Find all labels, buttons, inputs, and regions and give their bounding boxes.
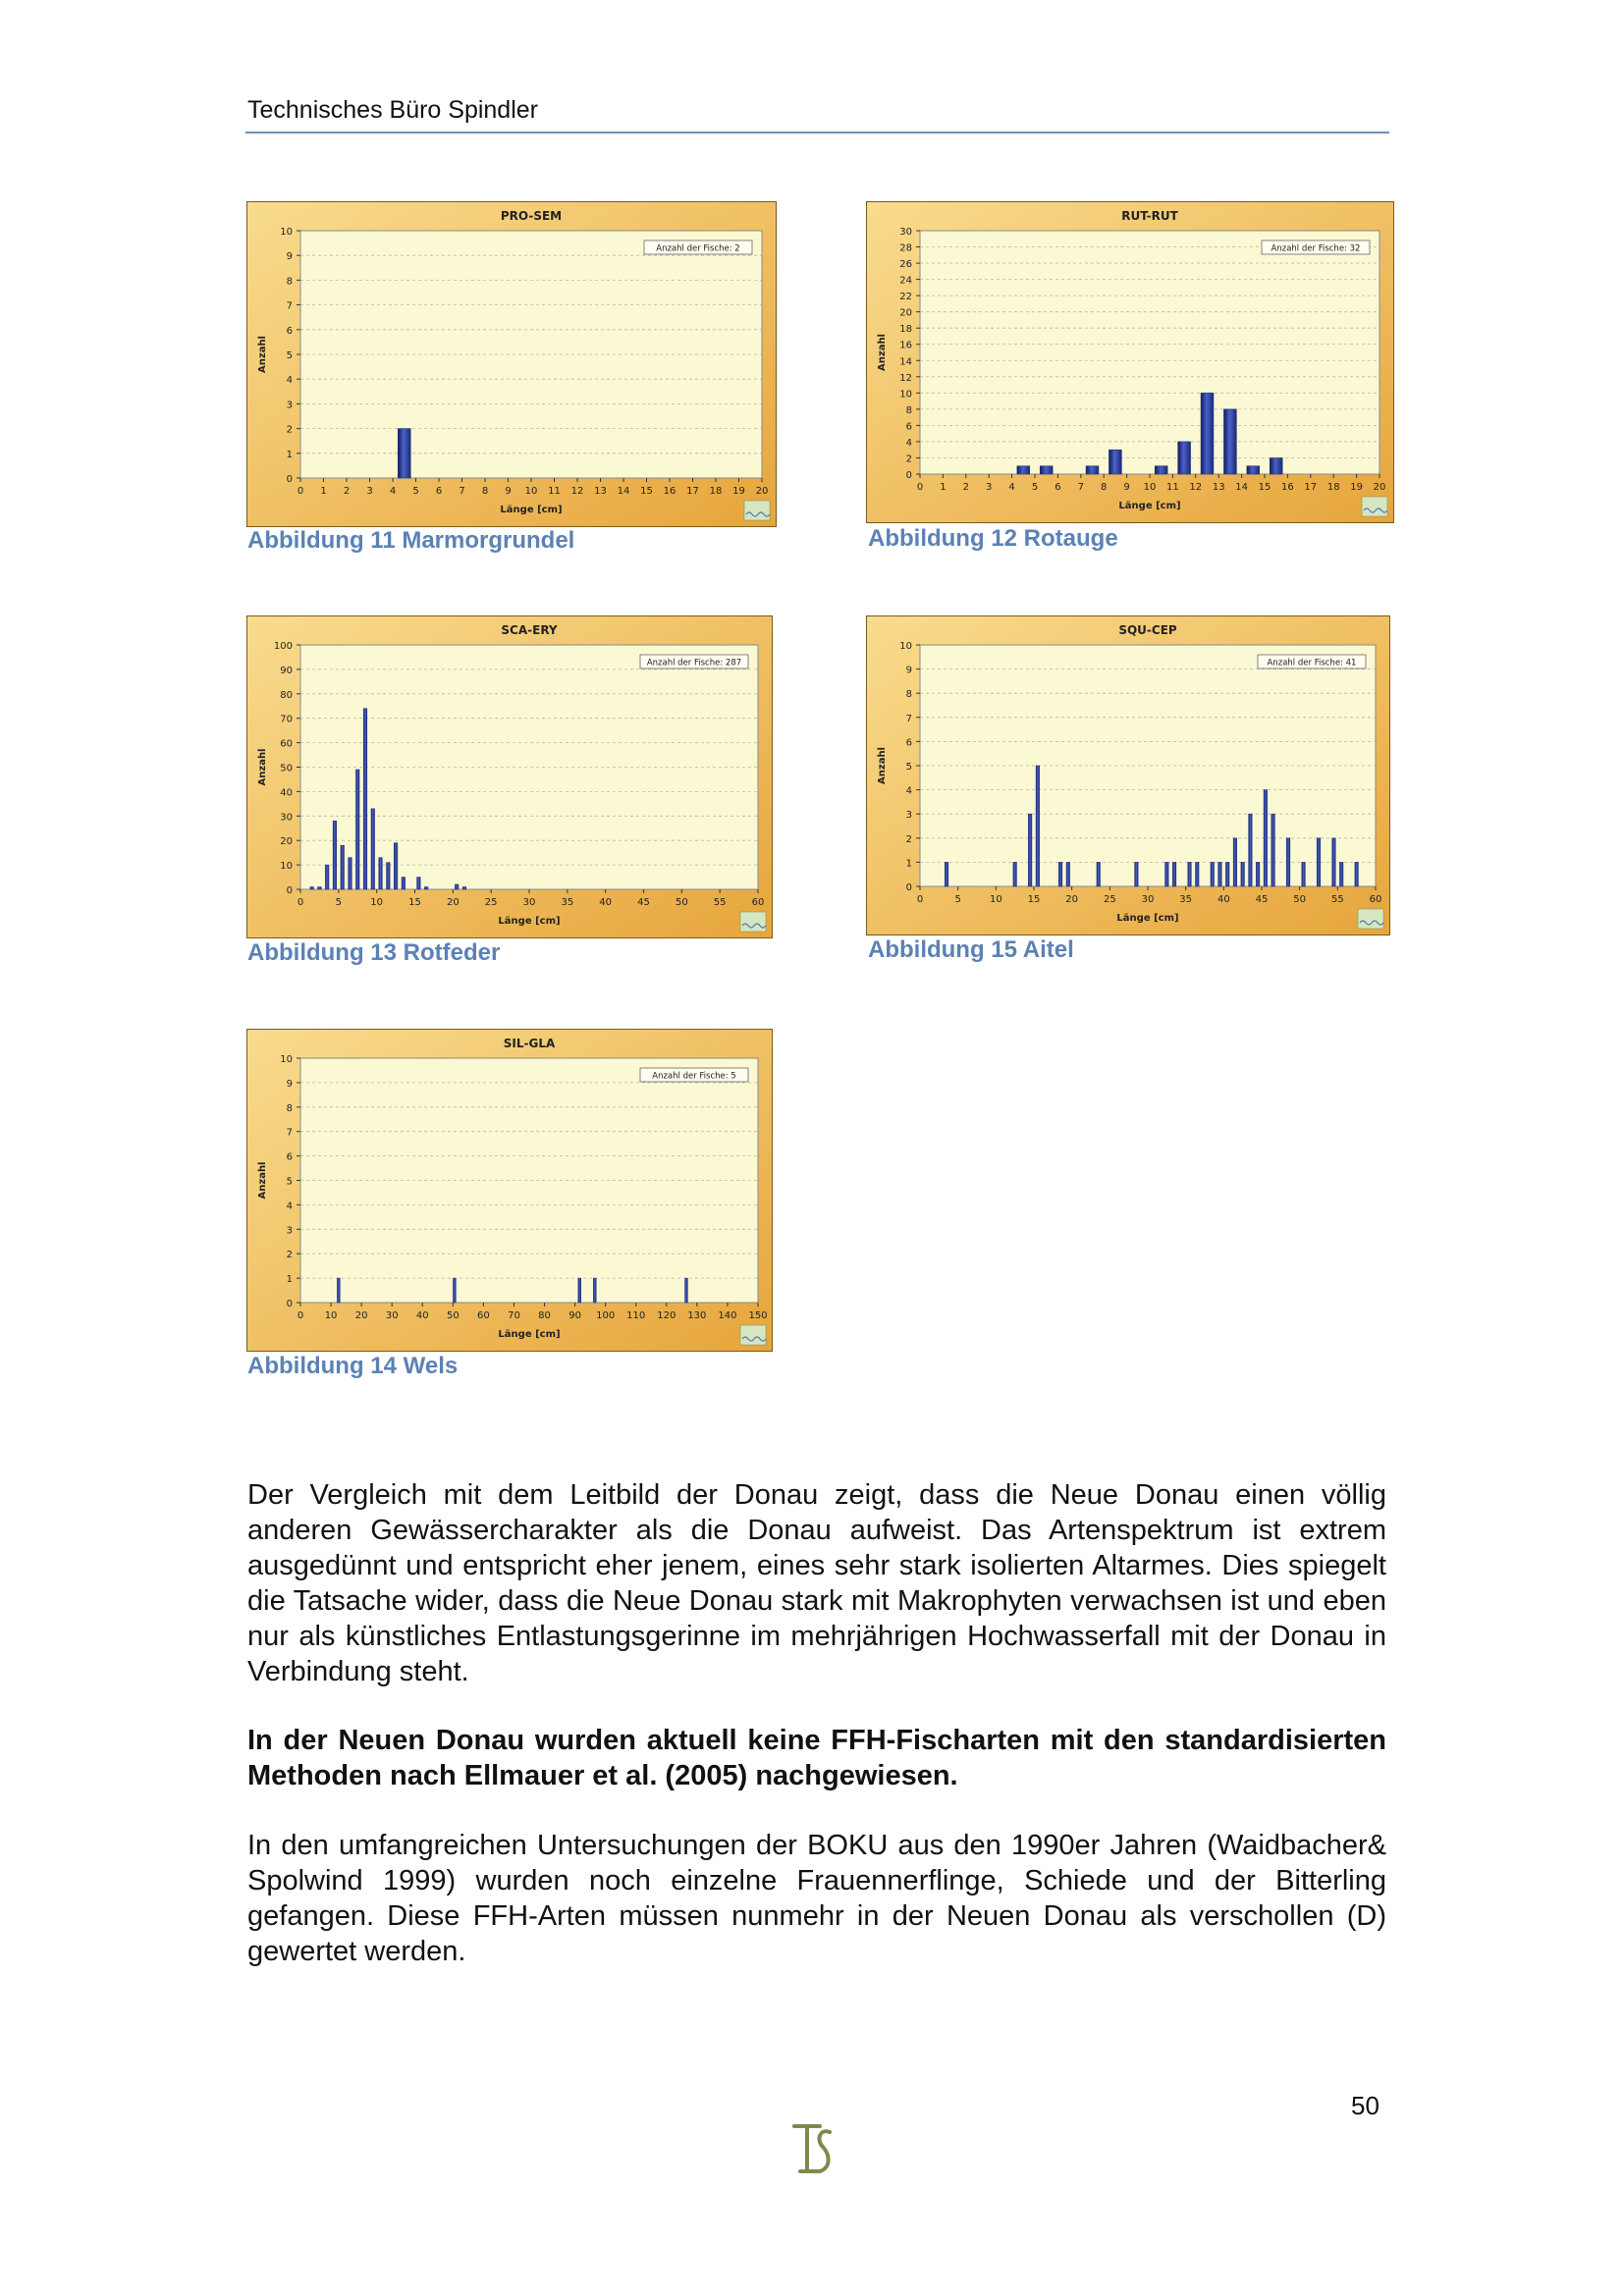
x-tick-label: 13 bbox=[1212, 482, 1225, 493]
x-tick-label: 30 bbox=[522, 897, 536, 908]
x-tick-label: 0 bbox=[297, 1310, 304, 1321]
x-tick-label: 20 bbox=[354, 1310, 368, 1321]
x-tick-label: 150 bbox=[748, 1310, 768, 1321]
bar bbox=[394, 843, 397, 889]
caption-abbildung-11: Abbildung 11 Marmorgrundel bbox=[247, 527, 575, 554]
x-tick-label: 16 bbox=[1281, 482, 1294, 493]
x-tick-label: 13 bbox=[594, 486, 607, 497]
ts-logo-lettering: TS bbox=[790, 2120, 792, 2121]
y-tick-label: 10 bbox=[280, 861, 293, 873]
y-tick-label: 7 bbox=[286, 1127, 293, 1139]
bar bbox=[341, 845, 344, 889]
x-tick-label: 16 bbox=[663, 486, 676, 497]
y-tick-label: 1 bbox=[286, 1274, 293, 1286]
x-tick-label: 50 bbox=[446, 1310, 460, 1321]
y-tick-label: 22 bbox=[899, 292, 912, 303]
bar bbox=[398, 429, 410, 478]
x-tick-label: 3 bbox=[366, 486, 373, 497]
y-tick-label: 10 bbox=[280, 1054, 293, 1065]
bar bbox=[1066, 862, 1069, 886]
bar bbox=[1256, 862, 1259, 886]
legend-text: Anzahl der Fische: 2 bbox=[656, 243, 740, 254]
y-tick-label: 16 bbox=[899, 340, 912, 351]
x-tick-label: 40 bbox=[415, 1310, 429, 1321]
bar bbox=[318, 887, 321, 889]
y-tick-label: 3 bbox=[286, 400, 293, 411]
bar bbox=[945, 862, 947, 886]
x-tick-label: 18 bbox=[1326, 482, 1340, 493]
x-tick-label: 19 bbox=[1350, 482, 1363, 493]
bar bbox=[1086, 466, 1099, 474]
bar bbox=[1040, 466, 1053, 474]
x-tick-label: 10 bbox=[324, 1310, 338, 1321]
bar bbox=[1270, 457, 1282, 474]
x-tick-label: 0 bbox=[297, 897, 304, 908]
bar bbox=[379, 858, 382, 889]
x-axis-label: Länge [cm] bbox=[498, 916, 561, 927]
x-tick-label: 5 bbox=[1031, 482, 1039, 493]
x-tick-label: 5 bbox=[335, 897, 343, 908]
y-tick-label: 14 bbox=[899, 356, 912, 368]
bar bbox=[1165, 862, 1168, 886]
bar bbox=[424, 887, 427, 889]
chart-title: SCA-ERY bbox=[501, 623, 558, 637]
legend-text: Anzahl der Fische: 5 bbox=[652, 1071, 736, 1082]
plot-area bbox=[920, 645, 1376, 886]
y-tick-label: 80 bbox=[280, 689, 293, 701]
x-tick-label: 90 bbox=[568, 1310, 581, 1321]
bar bbox=[1201, 393, 1214, 474]
bar bbox=[363, 709, 366, 889]
y-tick-label: 9 bbox=[286, 1078, 293, 1090]
y-tick-label: 6 bbox=[905, 421, 912, 433]
x-tick-label: 110 bbox=[626, 1310, 646, 1321]
x-tick-label: 45 bbox=[1255, 894, 1269, 905]
ts-logo bbox=[790, 2120, 838, 2186]
bar bbox=[1017, 466, 1030, 474]
bar bbox=[1271, 814, 1274, 886]
bar bbox=[371, 809, 374, 889]
x-tick-label: 10 bbox=[370, 897, 384, 908]
x-axis-label: Länge [cm] bbox=[1118, 501, 1181, 511]
y-tick-label: 4 bbox=[905, 437, 912, 449]
y-tick-label: 60 bbox=[280, 738, 293, 750]
bar bbox=[462, 887, 465, 889]
bar bbox=[1225, 862, 1228, 886]
x-tick-label: 120 bbox=[657, 1310, 676, 1321]
y-tick-label: 0 bbox=[286, 885, 293, 896]
bar bbox=[325, 865, 328, 889]
y-axis-label: Anzahl bbox=[257, 336, 268, 373]
y-tick-label: 4 bbox=[905, 785, 912, 797]
x-tick-label: 35 bbox=[1179, 894, 1193, 905]
x-axis-label: Länge [cm] bbox=[500, 505, 563, 515]
y-tick-label: 10 bbox=[280, 227, 293, 238]
y-tick-label: 2 bbox=[905, 454, 912, 465]
x-tick-label: 45 bbox=[637, 897, 650, 908]
caption-abbildung-15: Abbildung 15 Aitel bbox=[868, 936, 1074, 963]
x-tick-label: 40 bbox=[599, 897, 613, 908]
bar bbox=[578, 1278, 581, 1303]
bar bbox=[1302, 862, 1305, 886]
y-tick-label: 5 bbox=[905, 762, 912, 773]
bar bbox=[310, 887, 313, 889]
bar bbox=[1058, 862, 1061, 886]
x-tick-label: 8 bbox=[1101, 482, 1108, 493]
x-tick-label: 15 bbox=[1258, 482, 1271, 493]
x-tick-label: 55 bbox=[713, 897, 727, 908]
x-tick-label: 60 bbox=[751, 897, 765, 908]
x-tick-label: 5 bbox=[954, 894, 961, 905]
x-tick-label: 100 bbox=[596, 1310, 616, 1321]
y-tick-label: 0 bbox=[905, 882, 912, 893]
x-tick-label: 130 bbox=[687, 1310, 707, 1321]
chart-title: PRO-SEM bbox=[500, 209, 563, 223]
x-tick-label: 14 bbox=[617, 486, 630, 497]
x-tick-label: 17 bbox=[1304, 482, 1318, 493]
bar bbox=[1196, 862, 1199, 886]
bar bbox=[1233, 838, 1236, 886]
bar bbox=[387, 863, 390, 889]
x-tick-label: 15 bbox=[408, 897, 421, 908]
x-tick-label: 60 bbox=[477, 1310, 490, 1321]
y-tick-label: 50 bbox=[280, 763, 293, 774]
y-tick-label: 70 bbox=[280, 714, 293, 725]
page-number: 50 bbox=[1351, 2091, 1380, 2120]
y-tick-label: 1 bbox=[905, 858, 912, 870]
bar bbox=[349, 858, 352, 889]
y-tick-label: 8 bbox=[905, 404, 912, 416]
source-logo-badge bbox=[1362, 497, 1387, 516]
x-tick-label: 6 bbox=[1055, 482, 1061, 493]
bar bbox=[1211, 862, 1214, 886]
bar bbox=[593, 1278, 596, 1303]
y-tick-label: 12 bbox=[899, 372, 912, 384]
x-tick-label: 2 bbox=[343, 486, 351, 497]
x-tick-label: 20 bbox=[1373, 482, 1386, 493]
x-tick-label: 15 bbox=[1027, 894, 1041, 905]
y-tick-label: 5 bbox=[286, 350, 293, 361]
y-tick-label: 7 bbox=[905, 713, 912, 724]
x-tick-label: 3 bbox=[986, 482, 993, 493]
y-tick-label: 90 bbox=[280, 665, 293, 676]
header-title: Technisches Büro Spindler bbox=[247, 96, 538, 124]
y-tick-label: 18 bbox=[899, 324, 912, 336]
y-tick-label: 8 bbox=[905, 689, 912, 701]
bar bbox=[337, 1278, 340, 1303]
x-tick-label: 12 bbox=[1189, 482, 1203, 493]
bar bbox=[1332, 838, 1335, 886]
x-axis-label: Länge [cm] bbox=[1116, 913, 1179, 924]
bar bbox=[1223, 409, 1236, 474]
caption-abbildung-14: Abbildung 14 Wels bbox=[247, 1353, 459, 1379]
x-tick-label: 9 bbox=[1123, 482, 1130, 493]
y-tick-label: 5 bbox=[286, 1176, 293, 1188]
y-axis-label: Anzahl bbox=[877, 334, 888, 371]
x-tick-label: 6 bbox=[435, 486, 443, 497]
paragraph-boku: In den umfangreichen Untersuchungen der BOKU aus den 1990er Jahren (Waidbacher& Spolwind 1999) wurden noch einzelne Frauennerflinge, Schiede und der Bitterling gefangen. Diese FFH-Arten müssen nunmehr in der Neuen Donau als verschollen (D) gewertet werden. bbox=[247, 1830, 1386, 1967]
chart-title: SQU-CEP bbox=[1118, 623, 1177, 637]
x-tick-label: 40 bbox=[1217, 894, 1230, 905]
x-tick-label: 8 bbox=[481, 486, 489, 497]
source-logo-badge bbox=[740, 912, 766, 932]
y-tick-label: 0 bbox=[286, 474, 293, 485]
x-tick-label: 10 bbox=[524, 486, 538, 497]
x-tick-label: 30 bbox=[385, 1310, 399, 1321]
y-tick-label: 2 bbox=[286, 1250, 293, 1261]
chart-rut-rut bbox=[866, 201, 1394, 523]
bar bbox=[356, 770, 359, 889]
x-axis-label: Länge [cm] bbox=[498, 1329, 561, 1340]
x-tick-label: 20 bbox=[1065, 894, 1079, 905]
bar bbox=[1247, 466, 1260, 474]
x-tick-label: 19 bbox=[732, 486, 745, 497]
bar bbox=[1264, 790, 1267, 886]
source-logo-badge bbox=[1358, 909, 1383, 929]
bar bbox=[1013, 862, 1016, 886]
x-tick-label: 0 bbox=[916, 482, 924, 493]
y-tick-label: 7 bbox=[286, 300, 293, 312]
bar bbox=[333, 821, 336, 889]
bar bbox=[455, 884, 458, 889]
bar bbox=[1249, 814, 1252, 886]
y-tick-label: 0 bbox=[905, 470, 912, 481]
y-tick-label: 26 bbox=[899, 259, 912, 271]
bar bbox=[1218, 862, 1221, 886]
bar bbox=[1286, 838, 1289, 886]
x-tick-label: 50 bbox=[1293, 894, 1307, 905]
y-tick-label: 9 bbox=[286, 251, 293, 263]
y-tick-label: 10 bbox=[899, 389, 912, 400]
x-tick-label: 1 bbox=[940, 482, 947, 493]
y-tick-label: 40 bbox=[280, 787, 293, 799]
x-tick-label: 2 bbox=[962, 482, 969, 493]
chart-pro-sem bbox=[246, 201, 777, 527]
x-tick-label: 0 bbox=[297, 486, 304, 497]
y-axis-label: Anzahl bbox=[877, 747, 888, 784]
bar bbox=[453, 1278, 456, 1303]
y-tick-label: 8 bbox=[286, 276, 293, 288]
x-tick-label: 0 bbox=[916, 894, 924, 905]
caption-abbildung-13: Abbildung 13 Rotfeder bbox=[247, 939, 501, 966]
x-tick-label: 20 bbox=[755, 486, 769, 497]
paragraph-ffh-result: In der Neuen Donau wurden aktuell keine FFH-Fischarten mit den standardisierten Methoden nach Ellmauer et al. (2005) nachgewiesen. bbox=[247, 1725, 1386, 1791]
bar bbox=[1172, 862, 1175, 886]
y-tick-label: 4 bbox=[286, 1201, 293, 1212]
bar bbox=[1339, 862, 1342, 886]
bar bbox=[1097, 862, 1100, 886]
bar bbox=[685, 1278, 688, 1303]
y-tick-label: 4 bbox=[286, 375, 293, 387]
x-tick-label: 7 bbox=[459, 486, 465, 497]
chart-sca-ery bbox=[246, 615, 773, 938]
chart-title: RUT-RUT bbox=[1121, 209, 1178, 223]
x-tick-label: 25 bbox=[484, 897, 498, 908]
bar bbox=[1188, 862, 1191, 886]
y-tick-label: 100 bbox=[273, 641, 293, 652]
caption-abbildung-12: Abbildung 12 Rotauge bbox=[868, 525, 1118, 552]
x-tick-label: 80 bbox=[538, 1310, 551, 1321]
paragraph-vergleich: Der Vergleich mit dem Leitbild der Donau zeigt, dass die Neue Donau einen völlig anderen Gewässercharakter als die Donau aufweist. Das Artenspektrum ist extrem ausgedünnt und entspricht eher jenem, eines sehr stark isolierten Altarmes. Dies spiegelt die Tatsache wider, dass die Neue Donau stark mit Makrophyten verwachsen ist und eben nur als künstliches Entlastungsgerinne im mehrjährigen Hochwasserfall mit der Donau in Verbindung steht. bbox=[247, 1479, 1386, 1687]
y-tick-label: 20 bbox=[280, 836, 293, 848]
y-tick-label: 30 bbox=[899, 227, 912, 238]
x-tick-label: 12 bbox=[570, 486, 584, 497]
plot-area bbox=[920, 231, 1380, 474]
x-tick-label: 9 bbox=[505, 486, 512, 497]
x-tick-label: 20 bbox=[446, 897, 460, 908]
legend-text: Anzahl der Fische: 41 bbox=[1267, 658, 1357, 668]
y-tick-label: 24 bbox=[899, 275, 912, 287]
x-tick-label: 18 bbox=[709, 486, 723, 497]
y-tick-label: 3 bbox=[905, 810, 912, 822]
x-tick-label: 70 bbox=[508, 1310, 520, 1321]
x-tick-label: 7 bbox=[1077, 482, 1084, 493]
legend-text: Anzahl der Fische: 32 bbox=[1271, 243, 1361, 254]
x-tick-label: 10 bbox=[989, 894, 1002, 905]
x-tick-label: 17 bbox=[686, 486, 699, 497]
chart-squ-cep bbox=[866, 615, 1390, 935]
x-tick-label: 60 bbox=[1369, 894, 1382, 905]
x-tick-label: 55 bbox=[1330, 894, 1344, 905]
x-tick-label: 11 bbox=[548, 486, 561, 497]
x-tick-label: 30 bbox=[1141, 894, 1155, 905]
source-logo-badge bbox=[740, 1325, 766, 1345]
legend-text: Anzahl der Fische: 287 bbox=[646, 658, 742, 668]
y-tick-label: 8 bbox=[286, 1102, 293, 1114]
y-tick-label: 6 bbox=[286, 1151, 293, 1163]
x-tick-label: 10 bbox=[1143, 482, 1157, 493]
x-tick-label: 25 bbox=[1103, 894, 1116, 905]
bar bbox=[417, 878, 420, 889]
page-header bbox=[245, 96, 1389, 133]
y-tick-label: 2 bbox=[905, 833, 912, 845]
x-tick-label: 1 bbox=[320, 486, 327, 497]
y-tick-label: 20 bbox=[899, 307, 912, 319]
bar bbox=[1355, 862, 1358, 886]
x-tick-label: 35 bbox=[561, 897, 574, 908]
bar bbox=[1028, 814, 1031, 886]
y-tick-label: 28 bbox=[899, 242, 912, 254]
x-tick-label: 14 bbox=[1235, 482, 1248, 493]
x-tick-label: 4 bbox=[1008, 482, 1015, 493]
y-axis-label: Anzahl bbox=[257, 748, 268, 786]
y-tick-label: 10 bbox=[899, 641, 912, 652]
x-tick-label: 140 bbox=[718, 1310, 737, 1321]
bar bbox=[1109, 450, 1121, 474]
x-tick-label: 15 bbox=[640, 486, 653, 497]
x-tick-label: 4 bbox=[389, 486, 397, 497]
y-tick-label: 9 bbox=[905, 665, 912, 676]
y-tick-label: 1 bbox=[286, 449, 293, 460]
bar bbox=[1135, 862, 1138, 886]
y-axis-label: Anzahl bbox=[257, 1161, 268, 1200]
x-tick-label: 5 bbox=[412, 486, 419, 497]
x-tick-label: 50 bbox=[675, 897, 688, 908]
y-tick-label: 3 bbox=[286, 1225, 293, 1237]
y-tick-label: 2 bbox=[286, 424, 293, 436]
bar bbox=[1241, 862, 1244, 886]
bar bbox=[1317, 838, 1320, 886]
source-logo-badge bbox=[744, 501, 770, 520]
chart-sil-gla bbox=[246, 1029, 773, 1352]
y-tick-label: 0 bbox=[286, 1299, 293, 1309]
y-tick-label: 6 bbox=[286, 325, 293, 337]
x-tick-label: 11 bbox=[1166, 482, 1179, 493]
bar bbox=[1155, 466, 1167, 474]
y-tick-label: 6 bbox=[905, 737, 912, 749]
bar bbox=[1036, 766, 1039, 886]
bar bbox=[1178, 442, 1191, 474]
y-tick-label: 30 bbox=[280, 812, 293, 824]
chart-title: SIL-GLA bbox=[503, 1037, 556, 1050]
bar bbox=[402, 878, 405, 889]
